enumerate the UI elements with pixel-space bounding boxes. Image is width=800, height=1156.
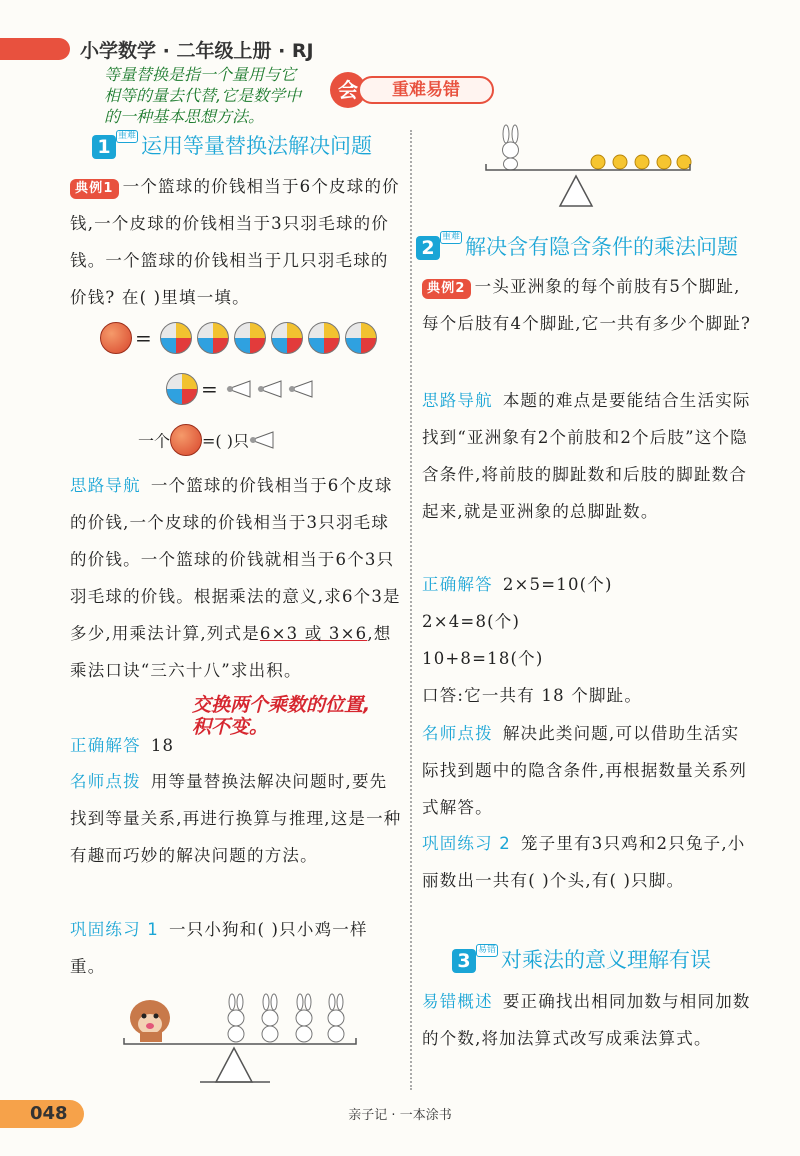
guide2 xyxy=(422,382,756,530)
section3-heading xyxy=(452,944,711,974)
column-divider xyxy=(410,130,412,1090)
section2-heading xyxy=(416,231,738,261)
tip1-label: 名师点拨 xyxy=(70,772,141,791)
section1-number: 1 xyxy=(92,135,116,159)
answer1-value: 18 xyxy=(150,736,175,755)
section3-number: 3 xyxy=(452,949,476,973)
guide1 xyxy=(70,467,402,689)
beachball-icon xyxy=(234,322,266,354)
guide1-text: 一个篮球的价钱相当于6个皮球的价钱,一个皮球的价钱相当于3只羽毛球的价钱。一个篮球的价钱就相当于6个3只羽毛球的价钱。根据乘法的意义,求6个3是多少,用乘法计算,列式是 xyxy=(70,476,401,643)
guide2-text: 本题的难点是要能结合生活实际找到“亚洲象有2个前肢和2个后肢”这个隐含条件,将前肢的脚趾数和后肢的脚趾数合起来,就是亚洲象的总脚趾数。 xyxy=(422,391,751,521)
tip2 xyxy=(422,715,756,826)
rabbit-icons xyxy=(228,994,344,1042)
beachball-icon xyxy=(345,322,377,354)
answer2-line: 2×5=10(个) xyxy=(502,575,613,594)
handwritten-note-line: 等量替换是指一个量用与它 xyxy=(104,65,297,84)
ball-equation-2: = xyxy=(166,373,314,405)
guide1-label: 思路导航 xyxy=(70,476,141,495)
beachball-icon xyxy=(308,322,340,354)
guide2-label: 思路导航 xyxy=(422,391,493,410)
tip2-text: 解决此类问题,可以借助生活实际找到题中的隐含条件,再根据数量关系列式解答。 xyxy=(422,724,748,817)
shuttlecock-icon xyxy=(249,430,275,450)
rabbit-icon xyxy=(503,125,519,170)
red-note-line: 积不变。 xyxy=(192,716,269,738)
example1-tag: 典例1 xyxy=(70,179,119,199)
practice2-text: 笼子里有3只鸡和2只兔子,小丽数出一共有( )个头,有( )只脚。 xyxy=(422,834,746,890)
handwritten-note-line: 相等的量去代替,它是数学中 xyxy=(104,86,302,105)
chick-icons xyxy=(591,155,691,169)
red-note-line: 交换两个乘数的位置, xyxy=(192,694,371,716)
answer1 xyxy=(70,727,400,764)
page-number: 048 xyxy=(30,1103,68,1124)
header-title: 小学数学 · 二年级上册 · RJ xyxy=(80,40,314,62)
fill-blank: =( )只 xyxy=(202,431,249,451)
answer1-label: 正确解答 xyxy=(70,736,141,755)
section1-mark: 重难 xyxy=(118,131,137,141)
beachball-icon xyxy=(160,322,192,354)
guide1-formula: 6×3 或 3×6 xyxy=(259,624,368,643)
practice1-text: 一只小狗和( )只小鸡一样重。 xyxy=(70,920,368,976)
practice2 xyxy=(422,825,756,899)
tip1-text: 用等量替换法解决问题时,要先找到等量关系,再进行换算与推理,这是一种有趣而巧妙的解决问题的方法。 xyxy=(70,772,402,865)
ball-equation-3 xyxy=(138,424,275,456)
shuttlecock-icon xyxy=(288,379,314,399)
beachball-icon xyxy=(271,322,303,354)
badge-label: 重难易错 xyxy=(358,76,494,104)
footer-text: 亲子记 · 一本涂书 xyxy=(348,1108,452,1123)
handwritten-note-line: 的一种基本思想方法。 xyxy=(104,107,265,126)
guide1-tail: ,想乘法口诀“三六十八”求出积。 xyxy=(70,624,392,680)
example2-tag: 典例2 xyxy=(422,279,471,299)
balance-scale-dog-chicks xyxy=(120,990,360,1086)
answer2-line: 2×4=8(个) xyxy=(422,612,521,631)
section3-mark: 易错 xyxy=(478,945,497,955)
practice1 xyxy=(70,911,402,985)
section2-title: 解决含有隐含条件的乘法问题 xyxy=(465,235,739,259)
dog-icon xyxy=(130,1000,170,1042)
example2-question: 一头亚洲象的每个前肢有5个脚趾,每个后肢有4个脚趾,它一共有多少个脚趾? xyxy=(422,277,752,333)
practice2-label: 巩固练习 2 xyxy=(422,834,511,853)
basketball-icon xyxy=(170,424,202,456)
beachball-icon xyxy=(197,322,229,354)
example1 xyxy=(70,168,400,316)
example1-question: 一个篮球的价钱相当于6个皮球的价钱,一个皮球的价钱相当于3只羽毛球的价钱。一个篮球的价钱相当于几只羽毛球的价钱? 在( )里填一填。 xyxy=(70,177,400,307)
overview3-label: 易错概述 xyxy=(422,992,493,1011)
section-badge xyxy=(330,72,494,108)
balance-scale-rabbit-chicks xyxy=(480,124,700,214)
shuttlecock-icon xyxy=(257,379,283,399)
answer2 xyxy=(422,566,756,714)
overview3 xyxy=(422,983,756,1057)
answer2-line: 10+8=18(个) xyxy=(422,649,544,668)
section2-mark: 重难 xyxy=(442,232,461,242)
beachball-icon xyxy=(166,373,198,405)
ball-equation-1: = xyxy=(100,322,380,354)
example2 xyxy=(422,268,754,342)
basketball-icon xyxy=(100,322,132,354)
handwritten-note xyxy=(104,64,334,127)
section1-title: 运用等量替换法解决问题 xyxy=(141,134,373,158)
header-bar xyxy=(0,38,70,60)
answer2-label: 正确解答 xyxy=(422,575,493,594)
answer2-line: 口答:它一共有 18 个脚趾。 xyxy=(422,686,643,705)
section3-title: 对乘法的意义理解有误 xyxy=(501,948,712,972)
shuttlecock-icon xyxy=(226,379,252,399)
badge-circle: 会 xyxy=(330,72,366,108)
overview3-text: 要正确找出相同加数与相同加数的个数,将加法算式改写成乘法算式。 xyxy=(422,992,751,1048)
tip1 xyxy=(70,763,402,874)
practice1-label: 巩固练习 1 xyxy=(70,920,159,939)
fill-prefix: 一个 xyxy=(138,431,171,451)
tip2-label: 名师点拨 xyxy=(422,724,493,743)
section1-heading xyxy=(92,130,372,160)
section2-number: 2 xyxy=(416,236,440,260)
